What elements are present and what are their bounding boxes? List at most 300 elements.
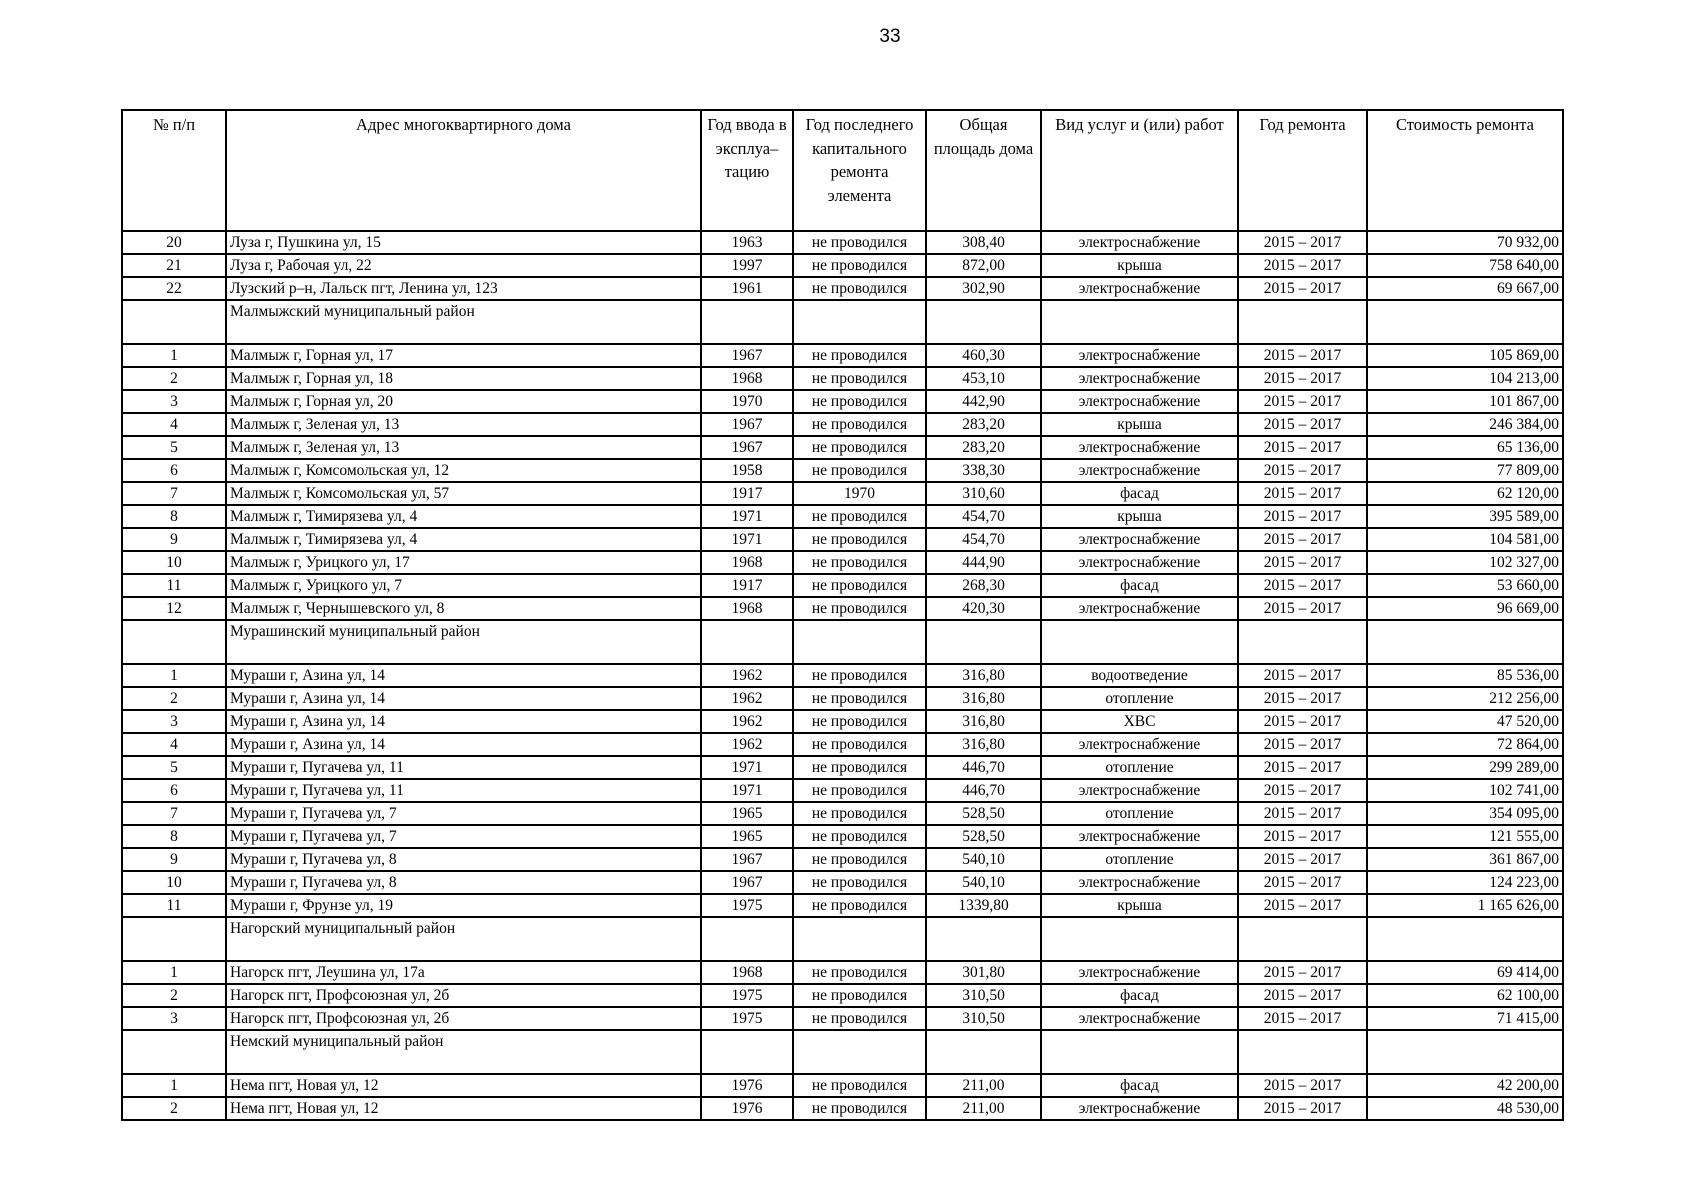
area-cell: 442,90 <box>926 390 1041 413</box>
empty-cell <box>701 620 793 664</box>
table-row <box>122 277 1563 300</box>
area-cell: 1339,80 <box>926 894 1041 917</box>
cost-cell: 361 867,00 <box>1367 848 1563 871</box>
area-cell: 872,00 <box>926 254 1041 277</box>
area-cell: 316,80 <box>926 664 1041 687</box>
cost-cell: 395 589,00 <box>1367 505 1563 528</box>
area-cell: 310,50 <box>926 984 1041 1007</box>
cost-cell: 69 667,00 <box>1367 277 1563 300</box>
area-cell: 268,30 <box>926 574 1041 597</box>
service-cell: электроснабжение <box>1041 390 1238 413</box>
area-cell: 301,80 <box>926 961 1041 984</box>
header-area: Общая площадь дома <box>926 110 1041 231</box>
area-cell: 420,30 <box>926 597 1041 620</box>
repair-year-cell: 2015 – 2017 <box>1238 574 1367 597</box>
row-number: 11 <box>122 574 226 597</box>
cost-cell: 102 327,00 <box>1367 551 1563 574</box>
cost-cell: 42 200,00 <box>1367 1074 1563 1097</box>
empty-cell <box>1041 917 1238 961</box>
empty-cell <box>1238 917 1367 961</box>
row-number: 11 <box>122 894 226 917</box>
year-built-cell: 1962 <box>701 664 793 687</box>
last-repair-cell: не проводился <box>793 1097 926 1120</box>
service-cell: ХВС <box>1041 710 1238 733</box>
last-repair-cell: не проводился <box>793 710 926 733</box>
area-cell: 283,20 <box>926 436 1041 459</box>
last-repair-cell: не проводился <box>793 871 926 894</box>
row-number: 2 <box>122 367 226 390</box>
row-number: 7 <box>122 482 226 505</box>
repair-year-cell: 2015 – 2017 <box>1238 961 1367 984</box>
repair-year-cell: 2015 – 2017 <box>1238 848 1367 871</box>
cost-cell: 62 120,00 <box>1367 482 1563 505</box>
area-cell: 454,70 <box>926 528 1041 551</box>
address-cell: Луза г, Рабочая ул, 22 <box>226 254 701 277</box>
table-row <box>122 779 1563 802</box>
cost-cell: 299 289,00 <box>1367 756 1563 779</box>
empty-cell <box>701 917 793 961</box>
last-repair-cell: не проводился <box>793 551 926 574</box>
year-built-cell: 1967 <box>701 436 793 459</box>
year-built-cell: 1968 <box>701 367 793 390</box>
table-row <box>122 825 1563 848</box>
area-cell: 316,80 <box>926 710 1041 733</box>
last-repair-cell: не проводился <box>793 894 926 917</box>
table-row <box>122 894 1563 917</box>
service-cell: отопление <box>1041 848 1238 871</box>
repair-year-cell: 2015 – 2017 <box>1238 413 1367 436</box>
address-cell: Малмыж г, Чернышевского ул, 8 <box>226 597 701 620</box>
repair-year-cell: 2015 – 2017 <box>1238 505 1367 528</box>
table-row <box>122 961 1563 984</box>
table-row <box>122 1097 1563 1120</box>
row-number: 7 <box>122 802 226 825</box>
table-row <box>122 733 1563 756</box>
cost-cell: 70 932,00 <box>1367 231 1563 254</box>
year-built-cell: 1971 <box>701 505 793 528</box>
row-number: 2 <box>122 687 226 710</box>
empty-cell <box>926 300 1041 344</box>
empty-cell <box>926 1030 1041 1074</box>
row-number: 1 <box>122 961 226 984</box>
header-repair-year: Год ремонта <box>1238 110 1367 231</box>
row-number: 6 <box>122 779 226 802</box>
area-cell: 446,70 <box>926 779 1041 802</box>
repair-year-cell: 2015 – 2017 <box>1238 277 1367 300</box>
last-repair-cell: не проводился <box>793 390 926 413</box>
address-cell: Мураши г, Фрунзе ул, 19 <box>226 894 701 917</box>
service-cell: фасад <box>1041 574 1238 597</box>
year-built-cell: 1970 <box>701 390 793 413</box>
repair-year-cell: 2015 – 2017 <box>1238 664 1367 687</box>
repair-year-cell: 2015 – 2017 <box>1238 733 1367 756</box>
cost-cell: 65 136,00 <box>1367 436 1563 459</box>
empty-cell <box>1367 917 1563 961</box>
repair-year-cell: 2015 – 2017 <box>1238 1097 1367 1120</box>
cost-cell: 71 415,00 <box>1367 1007 1563 1030</box>
service-cell: электроснабжение <box>1041 459 1238 482</box>
area-cell: 316,80 <box>926 733 1041 756</box>
table-row <box>122 344 1563 367</box>
cost-cell: 105 869,00 <box>1367 344 1563 367</box>
repair-year-cell: 2015 – 2017 <box>1238 482 1367 505</box>
year-built-cell: 1967 <box>701 871 793 894</box>
table-row <box>122 390 1563 413</box>
empty-cell <box>1041 1030 1238 1074</box>
table-row <box>122 1074 1563 1097</box>
last-repair-cell: не проводился <box>793 802 926 825</box>
cost-cell: 77 809,00 <box>1367 459 1563 482</box>
section-row <box>122 917 1563 961</box>
table-row <box>122 574 1563 597</box>
table-row <box>122 756 1563 779</box>
repair-year-cell: 2015 – 2017 <box>1238 390 1367 413</box>
empty-cell <box>793 917 926 961</box>
row-number: 10 <box>122 551 226 574</box>
row-number: 1 <box>122 344 226 367</box>
cost-cell: 212 256,00 <box>1367 687 1563 710</box>
address-cell: Мураши г, Азина ул, 14 <box>226 687 701 710</box>
area-cell: 310,60 <box>926 482 1041 505</box>
repair-year-cell: 2015 – 2017 <box>1238 367 1367 390</box>
address-cell: Мураши г, Пугачева ул, 8 <box>226 871 701 894</box>
year-built-cell: 1971 <box>701 756 793 779</box>
service-cell: электроснабжение <box>1041 344 1238 367</box>
table-row <box>122 984 1563 1007</box>
empty-cell <box>122 1030 226 1074</box>
table-row <box>122 254 1563 277</box>
service-cell: электроснабжение <box>1041 597 1238 620</box>
row-number: 9 <box>122 528 226 551</box>
address-cell: Нема пгт, Новая ул, 12 <box>226 1074 701 1097</box>
repair-year-cell: 2015 – 2017 <box>1238 871 1367 894</box>
empty-cell <box>793 620 926 664</box>
table-row <box>122 1007 1563 1030</box>
row-number: 2 <box>122 1097 226 1120</box>
repair-year-cell: 2015 – 2017 <box>1238 1007 1367 1030</box>
last-repair-cell: не проводился <box>793 961 926 984</box>
empty-cell <box>122 300 226 344</box>
last-repair-cell: не проводился <box>793 505 926 528</box>
cost-cell: 48 530,00 <box>1367 1097 1563 1120</box>
service-cell: отопление <box>1041 802 1238 825</box>
address-cell: Нагорск пгт, Профсоюзная ул, 2б <box>226 984 701 1007</box>
address-cell: Малмыж г, Зеленая ул, 13 <box>226 436 701 459</box>
row-number: 4 <box>122 413 226 436</box>
year-built-cell: 1968 <box>701 961 793 984</box>
row-number: 3 <box>122 710 226 733</box>
table-header-row <box>122 110 1563 231</box>
empty-cell <box>1041 300 1238 344</box>
cost-cell: 246 384,00 <box>1367 413 1563 436</box>
cost-cell: 124 223,00 <box>1367 871 1563 894</box>
row-number: 3 <box>122 390 226 413</box>
last-repair-cell: 1970 <box>793 482 926 505</box>
year-built-cell: 1965 <box>701 802 793 825</box>
last-repair-cell: не проводился <box>793 528 926 551</box>
area-cell: 453,10 <box>926 367 1041 390</box>
cost-cell: 53 660,00 <box>1367 574 1563 597</box>
empty-cell <box>793 300 926 344</box>
row-number: 1 <box>122 664 226 687</box>
header-cost: Стоимость ремонта <box>1367 110 1563 231</box>
service-cell: электроснабжение <box>1041 1007 1238 1030</box>
service-cell: электроснабжение <box>1041 528 1238 551</box>
page-number: 33 <box>879 26 901 47</box>
row-number: 8 <box>122 505 226 528</box>
area-cell: 528,50 <box>926 825 1041 848</box>
section-row <box>122 620 1563 664</box>
area-cell: 540,10 <box>926 848 1041 871</box>
service-cell: электроснабжение <box>1041 871 1238 894</box>
repair-year-cell: 2015 – 2017 <box>1238 756 1367 779</box>
row-number: 1 <box>122 1074 226 1097</box>
year-built-cell: 1958 <box>701 459 793 482</box>
year-built-cell: 1976 <box>701 1074 793 1097</box>
address-cell: Малмыж г, Горная ул, 18 <box>226 367 701 390</box>
last-repair-cell: не проводился <box>793 1074 926 1097</box>
section-title: Немский муниципальный район <box>226 1030 701 1074</box>
empty-cell <box>1041 620 1238 664</box>
service-cell: электроснабжение <box>1041 436 1238 459</box>
year-built-cell: 1917 <box>701 574 793 597</box>
cost-cell: 62 100,00 <box>1367 984 1563 1007</box>
row-number: 6 <box>122 459 226 482</box>
table-row <box>122 848 1563 871</box>
service-cell: электроснабжение <box>1041 1097 1238 1120</box>
empty-cell <box>1367 620 1563 664</box>
service-cell: отопление <box>1041 756 1238 779</box>
service-cell: электроснабжение <box>1041 961 1238 984</box>
last-repair-cell: не проводился <box>793 413 926 436</box>
repair-year-cell: 2015 – 2017 <box>1238 459 1367 482</box>
last-repair-cell: не проводился <box>793 848 926 871</box>
table-row <box>122 528 1563 551</box>
row-number: 5 <box>122 756 226 779</box>
repair-year-cell: 2015 – 2017 <box>1238 436 1367 459</box>
year-built-cell: 1968 <box>701 597 793 620</box>
last-repair-cell: не проводился <box>793 254 926 277</box>
address-cell: Мураши г, Пугачева ул, 11 <box>226 756 701 779</box>
last-repair-cell: не проводился <box>793 664 926 687</box>
last-repair-cell: не проводился <box>793 277 926 300</box>
repair-year-cell: 2015 – 2017 <box>1238 344 1367 367</box>
year-built-cell: 1967 <box>701 344 793 367</box>
service-cell: фасад <box>1041 1074 1238 1097</box>
year-built-cell: 1962 <box>701 710 793 733</box>
row-number: 3 <box>122 1007 226 1030</box>
empty-cell <box>1238 620 1367 664</box>
area-cell: 302,90 <box>926 277 1041 300</box>
cost-cell: 354 095,00 <box>1367 802 1563 825</box>
service-cell: электроснабжение <box>1041 551 1238 574</box>
empty-cell <box>793 1030 926 1074</box>
last-repair-cell: не проводился <box>793 231 926 254</box>
area-cell: 310,50 <box>926 1007 1041 1030</box>
table-row <box>122 459 1563 482</box>
header-year-built: Год ввода в эксплуа–тацию <box>701 110 793 231</box>
service-cell: крыша <box>1041 254 1238 277</box>
area-cell: 540,10 <box>926 871 1041 894</box>
address-cell: Мураши г, Азина ул, 14 <box>226 710 701 733</box>
year-built-cell: 1975 <box>701 894 793 917</box>
empty-cell <box>122 917 226 961</box>
row-number: 2 <box>122 984 226 1007</box>
address-cell: Малмыж г, Горная ул, 20 <box>226 390 701 413</box>
repair-year-cell: 2015 – 2017 <box>1238 254 1367 277</box>
table-row <box>122 551 1563 574</box>
last-repair-cell: не проводился <box>793 779 926 802</box>
table-row <box>122 871 1563 894</box>
table-row <box>122 505 1563 528</box>
address-cell: Мураши г, Пугачева ул, 8 <box>226 848 701 871</box>
row-number: 22 <box>122 277 226 300</box>
year-built-cell: 1971 <box>701 779 793 802</box>
service-cell: фасад <box>1041 482 1238 505</box>
empty-cell <box>1367 300 1563 344</box>
area-cell: 454,70 <box>926 505 1041 528</box>
repair-year-cell: 2015 – 2017 <box>1238 802 1367 825</box>
header-address: Адрес многоквартирного дома <box>226 110 701 231</box>
repair-year-cell: 2015 – 2017 <box>1238 1074 1367 1097</box>
area-cell: 211,00 <box>926 1074 1041 1097</box>
year-built-cell: 1965 <box>701 825 793 848</box>
cost-cell: 102 741,00 <box>1367 779 1563 802</box>
last-repair-cell: не проводился <box>793 344 926 367</box>
year-built-cell: 1917 <box>701 482 793 505</box>
table-body <box>122 231 1563 1120</box>
empty-cell <box>1238 300 1367 344</box>
cost-cell: 758 640,00 <box>1367 254 1563 277</box>
section-title: Нагорский муниципальный район <box>226 917 701 961</box>
repair-year-cell: 2015 – 2017 <box>1238 687 1367 710</box>
address-cell: Мураши г, Азина ул, 14 <box>226 664 701 687</box>
service-cell: крыша <box>1041 413 1238 436</box>
service-cell: электроснабжение <box>1041 779 1238 802</box>
table-row <box>122 802 1563 825</box>
address-cell: Нагорск пгт, Профсоюзная ул, 2б <box>226 1007 701 1030</box>
area-cell: 316,80 <box>926 687 1041 710</box>
cost-cell: 72 864,00 <box>1367 733 1563 756</box>
address-cell: Нагорск пгт, Леушина ул, 17а <box>226 961 701 984</box>
repair-year-cell: 2015 – 2017 <box>1238 825 1367 848</box>
last-repair-cell: не проводился <box>793 984 926 1007</box>
header-service: Вид услуг и (или) работ <box>1041 110 1238 231</box>
area-cell: 446,70 <box>926 756 1041 779</box>
repair-table <box>121 109 1564 1121</box>
area-cell: 283,20 <box>926 413 1041 436</box>
address-cell: Малмыж г, Горная ул, 17 <box>226 344 701 367</box>
empty-cell <box>701 300 793 344</box>
service-cell: крыша <box>1041 505 1238 528</box>
cost-cell: 104 213,00 <box>1367 367 1563 390</box>
repair-year-cell: 2015 – 2017 <box>1238 779 1367 802</box>
address-cell: Мураши г, Пугачева ул, 7 <box>226 802 701 825</box>
last-repair-cell: не проводился <box>793 825 926 848</box>
service-cell: электроснабжение <box>1041 277 1238 300</box>
cost-cell: 85 536,00 <box>1367 664 1563 687</box>
row-number: 4 <box>122 733 226 756</box>
last-repair-cell: не проводился <box>793 574 926 597</box>
address-cell: Луза г, Пушкина ул, 15 <box>226 231 701 254</box>
year-built-cell: 1975 <box>701 1007 793 1030</box>
year-built-cell: 1976 <box>701 1097 793 1120</box>
service-cell: крыша <box>1041 894 1238 917</box>
section-row <box>122 300 1563 344</box>
repair-year-cell: 2015 – 2017 <box>1238 597 1367 620</box>
repair-year-cell: 2015 – 2017 <box>1238 231 1367 254</box>
service-cell: электроснабжение <box>1041 367 1238 390</box>
repair-year-cell: 2015 – 2017 <box>1238 984 1367 1007</box>
last-repair-cell: не проводился <box>793 1007 926 1030</box>
row-number: 8 <box>122 825 226 848</box>
empty-cell <box>1367 1030 1563 1074</box>
area-cell: 460,30 <box>926 344 1041 367</box>
row-number: 10 <box>122 871 226 894</box>
area-cell: 444,90 <box>926 551 1041 574</box>
address-cell: Мураши г, Пугачева ул, 7 <box>226 825 701 848</box>
table-row <box>122 710 1563 733</box>
cost-cell: 96 669,00 <box>1367 597 1563 620</box>
year-built-cell: 1968 <box>701 551 793 574</box>
address-cell: Малмыж г, Тимирязева ул, 4 <box>226 528 701 551</box>
address-cell: Мураши г, Пугачева ул, 11 <box>226 779 701 802</box>
empty-cell <box>926 620 1041 664</box>
table-row <box>122 231 1563 254</box>
row-number: 12 <box>122 597 226 620</box>
header-num: № п/п <box>122 110 226 231</box>
last-repair-cell: не проводился <box>793 597 926 620</box>
table-row <box>122 687 1563 710</box>
service-cell: электроснабжение <box>1041 825 1238 848</box>
year-built-cell: 1997 <box>701 254 793 277</box>
address-cell: Малмыж г, Урицкого ул, 17 <box>226 551 701 574</box>
empty-cell <box>122 620 226 664</box>
last-repair-cell: не проводился <box>793 436 926 459</box>
area-cell: 338,30 <box>926 459 1041 482</box>
year-built-cell: 1975 <box>701 984 793 1007</box>
last-repair-cell: не проводился <box>793 367 926 390</box>
section-row <box>122 1030 1563 1074</box>
year-built-cell: 1961 <box>701 277 793 300</box>
year-built-cell: 1963 <box>701 231 793 254</box>
last-repair-cell: не проводился <box>793 459 926 482</box>
address-cell: Малмыж г, Комсомольская ул, 12 <box>226 459 701 482</box>
cost-cell: 1 165 626,00 <box>1367 894 1563 917</box>
header-last-repair: Год последнего капитального ремонта элемента <box>793 110 926 231</box>
service-cell: фасад <box>1041 984 1238 1007</box>
address-cell: Малмыж г, Комсомольская ул, 57 <box>226 482 701 505</box>
section-title: Мурашинский муниципальный район <box>226 620 701 664</box>
cost-cell: 104 581,00 <box>1367 528 1563 551</box>
service-cell: электроснабжение <box>1041 231 1238 254</box>
cost-cell: 69 414,00 <box>1367 961 1563 984</box>
row-number: 5 <box>122 436 226 459</box>
last-repair-cell: не проводился <box>793 733 926 756</box>
year-built-cell: 1962 <box>701 733 793 756</box>
row-number: 20 <box>122 231 226 254</box>
section-title: Малмыжский муниципальный район <box>226 300 701 344</box>
year-built-cell: 1971 <box>701 528 793 551</box>
address-cell: Малмыж г, Тимирязева ул, 4 <box>226 505 701 528</box>
service-cell: водоотведение <box>1041 664 1238 687</box>
last-repair-cell: не проводился <box>793 687 926 710</box>
table-row <box>122 367 1563 390</box>
repair-year-cell: 2015 – 2017 <box>1238 894 1367 917</box>
last-repair-cell: не проводился <box>793 756 926 779</box>
year-built-cell: 1967 <box>701 413 793 436</box>
repair-year-cell: 2015 – 2017 <box>1238 551 1367 574</box>
